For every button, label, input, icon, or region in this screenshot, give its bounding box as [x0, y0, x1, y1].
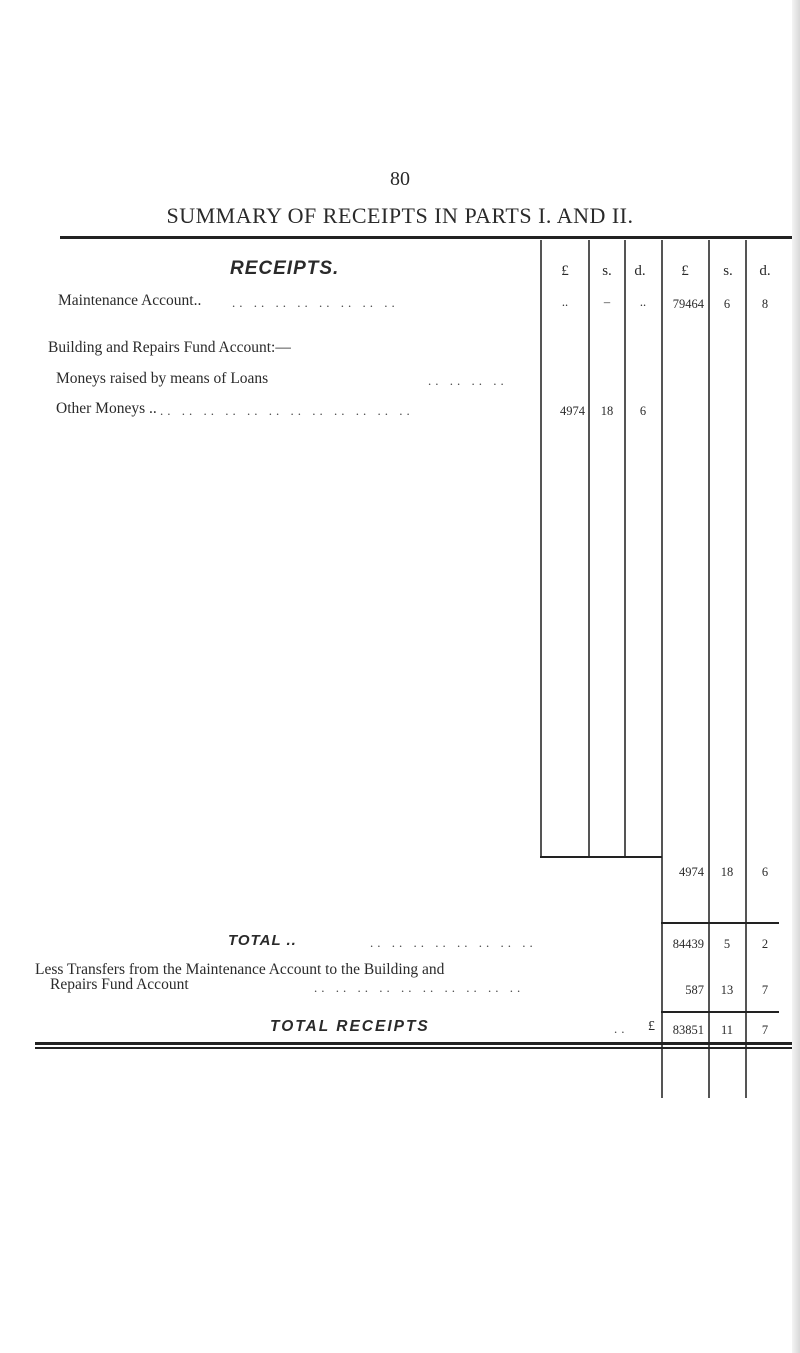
maintenance-shillings: 6 [723, 297, 731, 311]
subtotal-rule [540, 856, 662, 858]
bottom-rule-1 [35, 1042, 793, 1045]
maintenance-pounds: 79464 [672, 297, 704, 311]
outer-column-rule-3 [745, 240, 747, 1098]
total-receipts-rule [661, 1011, 779, 1013]
title-underline [60, 236, 793, 239]
leader-dots: .. .. .. .. .. .. .. .. .. .. .. .. [160, 403, 414, 418]
leader-dots: .. .. .. .. [428, 373, 508, 388]
outer-column-rule-1 [661, 240, 663, 1098]
outer-column-rule-2 [708, 240, 710, 1098]
page-title: SUMMARY OF RECEIPTS IN PARTS I. AND II. [166, 203, 634, 228]
page-number: 80 [390, 168, 410, 190]
leader-dots: .. [614, 1021, 629, 1036]
maintenance-inner-shillings: – [603, 295, 611, 309]
less-transfers-label-line2: Repairs Fund Account [50, 976, 189, 993]
leader-dots: .. .. .. .. .. .. .. .. [232, 295, 399, 310]
total-receipts-currency: £ [648, 1019, 655, 1034]
outer-pounds-header: £ [681, 263, 689, 279]
leader-dots: .. .. .. .. .. .. .. .. .. .. [314, 980, 525, 995]
inner-column-rule-2 [624, 240, 626, 858]
receipts-heading: RECEIPTS. [230, 258, 340, 279]
maintenance-inner-pence: .. [639, 295, 647, 309]
other-moneys-pounds: 4974 [560, 404, 585, 418]
maintenance-pence: 8 [761, 297, 769, 311]
inner-pence-header: d. [634, 263, 646, 279]
inner-column-rule-1 [588, 240, 590, 858]
page-edge-shadow [792, 0, 800, 1353]
total-pounds: 84439 [672, 937, 704, 951]
other-moneys-label: Other Moneys .. [56, 400, 157, 417]
inner-pounds-header: £ [561, 263, 569, 279]
maintenance-label: Maintenance Account.. [58, 292, 202, 309]
total-receipts-pounds: 83851 [672, 1023, 704, 1037]
building-fund-label: Building and Repairs Fund Account:— [48, 339, 291, 356]
total-rule-top [661, 922, 779, 924]
leader-dots: .. .. .. .. .. .. .. .. [370, 935, 537, 950]
maintenance-inner-pounds: .. [561, 295, 569, 309]
building-total-pence: 6 [761, 865, 769, 879]
total-pence: 2 [761, 937, 769, 951]
building-total-shillings: 18 [720, 865, 734, 879]
inner-shillings-header: s. [602, 263, 612, 279]
total-receipts-shillings: 11 [720, 1023, 734, 1037]
less-transfers-pounds: 587 [685, 983, 704, 997]
less-transfers-shillings: 13 [720, 983, 734, 997]
less-transfers-pence: 7 [761, 983, 769, 997]
other-moneys-pence: 6 [639, 404, 647, 418]
total-receipts-pence: 7 [761, 1023, 769, 1037]
loans-label: Moneys raised by means of Loans [56, 370, 269, 387]
outer-pence-header: d. [759, 263, 771, 279]
total-label: TOTAL .. [228, 932, 297, 949]
building-total-pounds: 4974 [679, 865, 704, 879]
other-moneys-shillings: 18 [600, 404, 614, 418]
bottom-rule-2 [35, 1047, 793, 1049]
total-shillings: 5 [723, 937, 731, 951]
inner-column-rule-left [540, 240, 542, 858]
total-receipts-label: TOTAL RECEIPTS [270, 1018, 430, 1035]
less-transfers-label-line1: Less Transfers from the Maintenance Account to the Building and [35, 961, 445, 978]
outer-shillings-header: s. [723, 263, 733, 279]
